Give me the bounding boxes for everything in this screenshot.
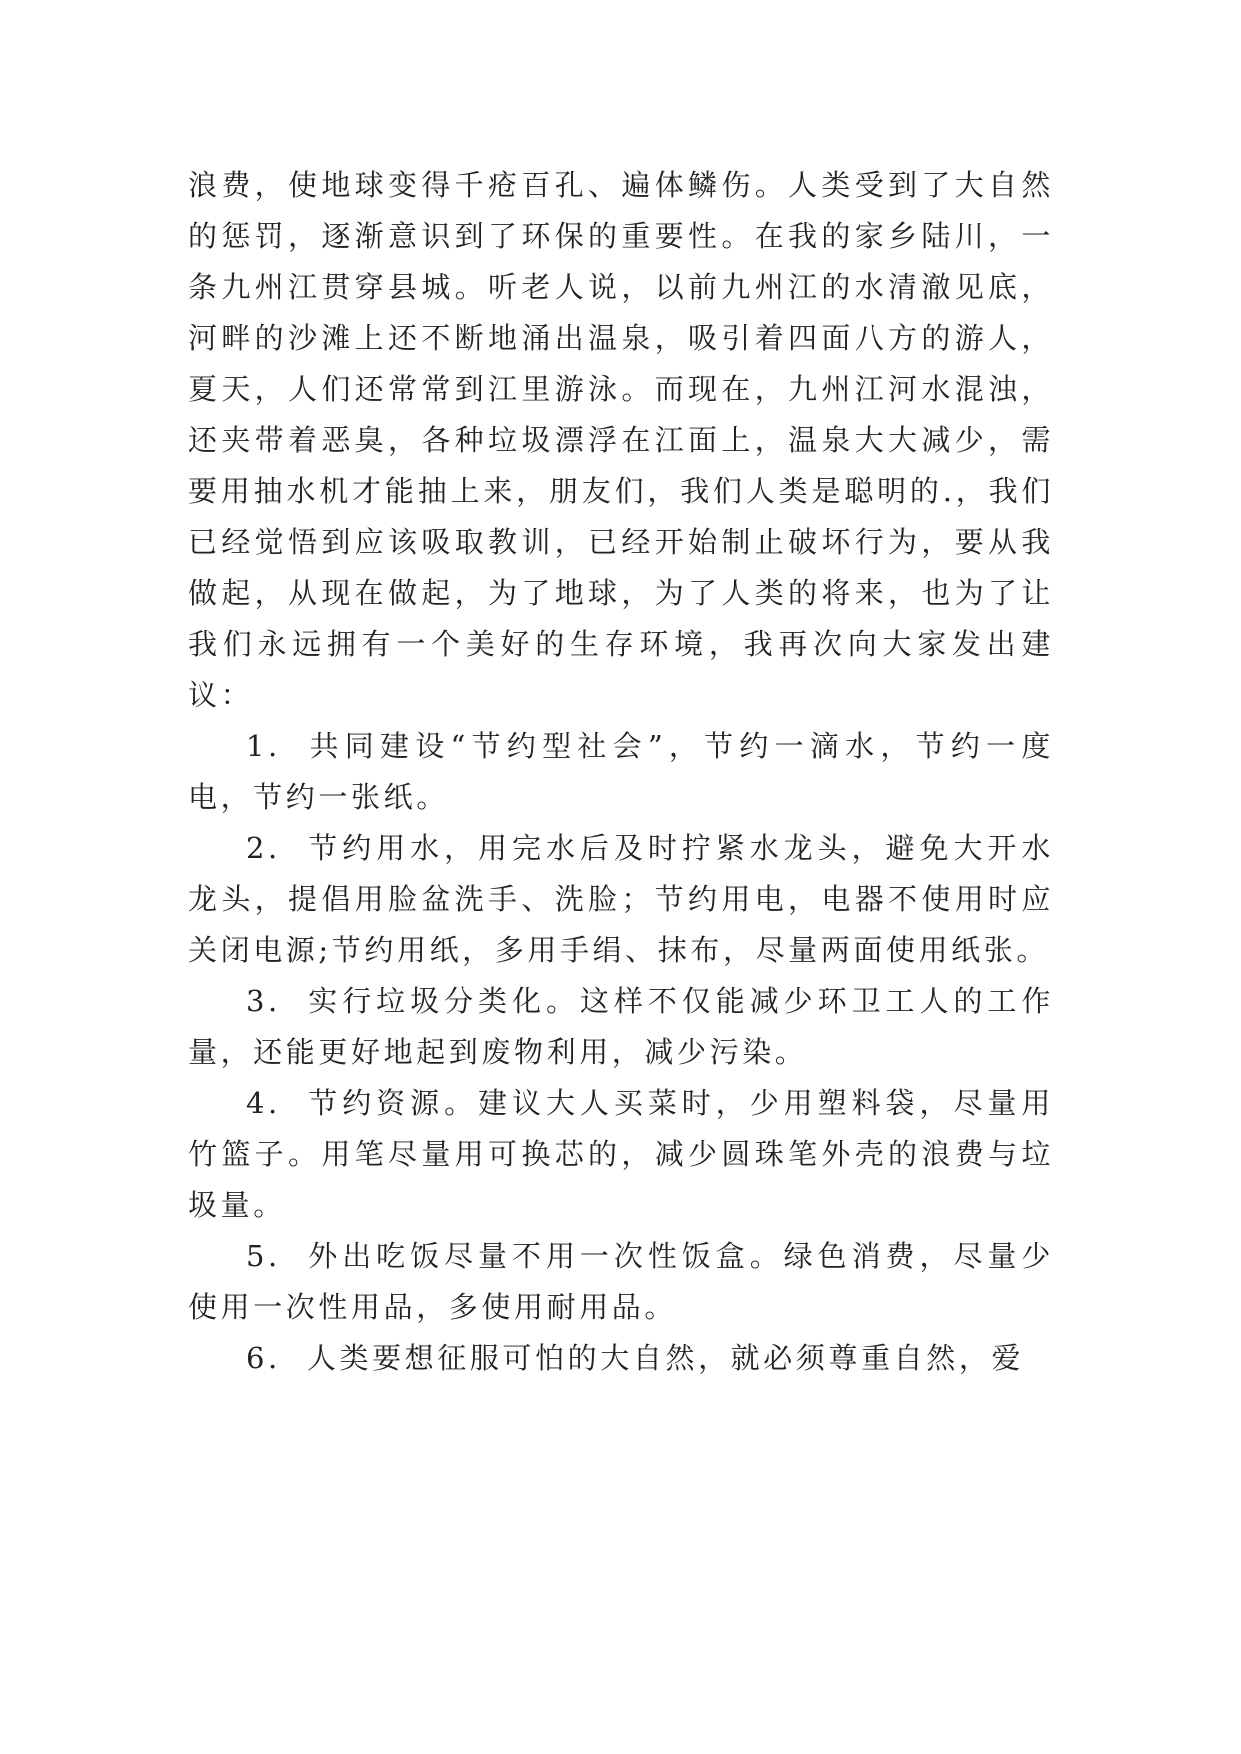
item-text: 实行垃圾分类化。这样不仅能减少环卫工人的工作量，还能更好地起到废物利用，减少污染。 [188,984,1054,1069]
list-item-1 [188,721,1054,823]
item-number: 5. [246,1239,281,1273]
list-item-6 [188,1333,1054,1384]
intro-paragraph: 浪费，使地球变得千疮百孔、遍体鳞伤。人类受到了大自然的惩罚，逐渐意识到了环保的重要性。在我的家乡陆川，一条九州江贯穿县城。听老人说，以前九州江的水清澈见底，河畔的沙滩上还不断地涌出温泉，吸引着四面八方的游人，夏天，人们还常常到江里游泳。而现在，九州江河水混浊，还夹带着恶臭，各种垃圾漂浮在江面上，温泉大大减少，需要用抽水机才能抽上来，朋友们，我们人类是聪明的.，我们已经觉悟到应该吸取教训，已经开始制止破坏行为，要从我做起，从现在做起，为了地球，为了人类的将来，也为了让我们永远拥有一个美好的生存环境，我再次向大家发出建议： [188,168,1054,712]
item-text: 节约用水，用完水后及时拧紧水龙头，避免大开水龙头，提倡用脸盆洗手、洗脸；节约用电，电器不使用时应关闭电源;节约用纸，多用手绢、抹布，尽量两面使用纸张。 [188,831,1054,967]
document-body [188,160,1054,1384]
item-number: 1. [246,729,281,763]
item-number: 4. [246,1086,281,1120]
item-text: 共同建设“节约型社会”，节约一滴水，节约一度电，节约一张纸。 [188,729,1054,814]
item-number: 6. [246,1341,281,1375]
item-text: 外出吃饭尽量不用一次性饭盒。绿色消费，尽量少使用一次性用品，多使用耐用品。 [188,1239,1054,1324]
item-text: 节约资源。建议大人买菜时，少用塑料袋，尽量用竹篮子。用笔尽量用可换芯的，减少圆珠笔外壳的浪费与垃圾量。 [188,1086,1054,1222]
item-number: 3. [246,984,281,1018]
list-item-3 [188,976,1054,1078]
list-item-2 [188,823,1054,976]
list-item-5 [188,1231,1054,1333]
item-text: 人类要想征服可怕的大自然，就必须尊重自然，爱 [306,1341,1025,1375]
item-number: 2. [246,831,281,865]
list-item-4 [188,1078,1054,1231]
